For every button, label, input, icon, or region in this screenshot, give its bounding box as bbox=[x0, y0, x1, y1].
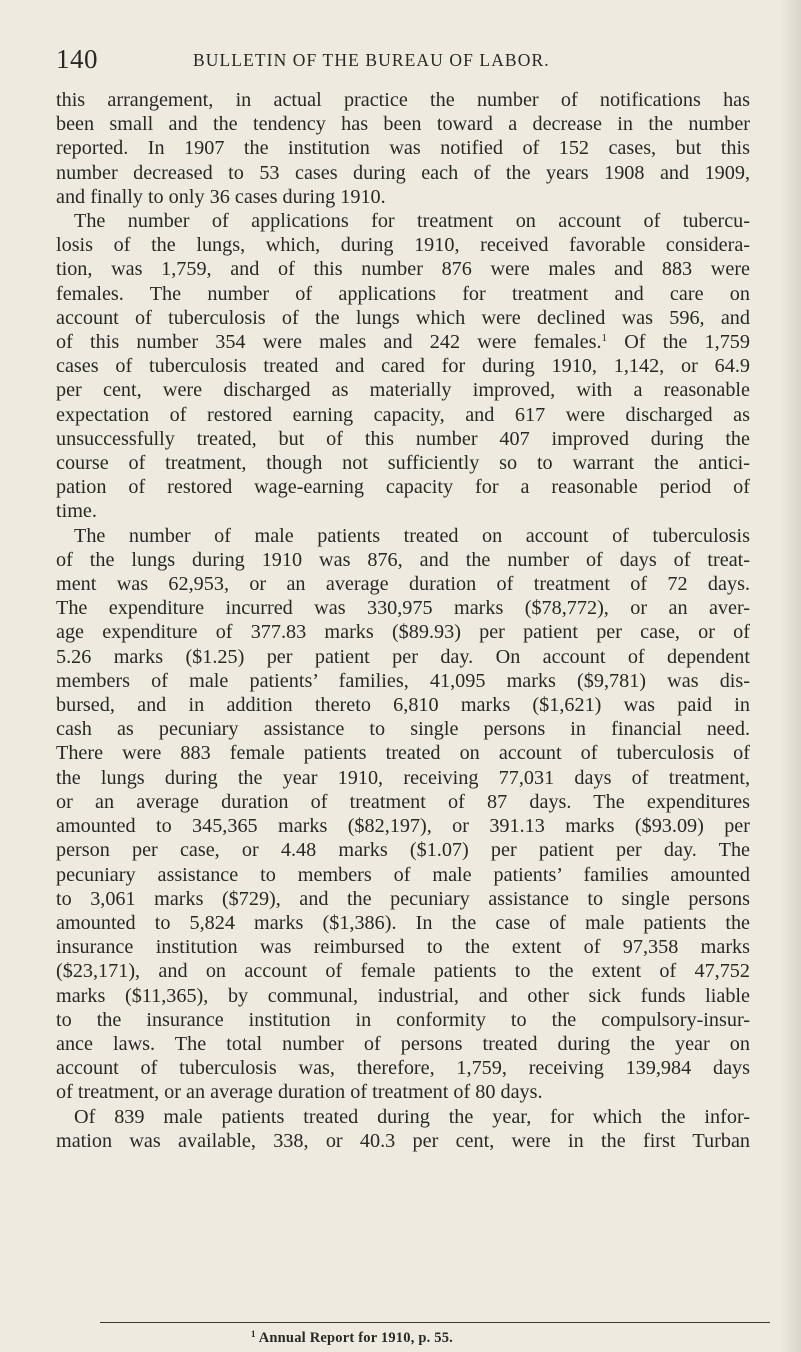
text-line: 5.26 marks ($1.25) per patient per day. On account of dependent bbox=[56, 645, 750, 668]
text-line: amounted to 345,365 marks ($82,197), or 391.13 marks ($93.09) per bbox=[56, 815, 750, 838]
footnote-reference: 1 bbox=[601, 332, 608, 345]
text-line: ance laws. The total number of persons treated during the year on bbox=[56, 1032, 750, 1055]
text-line: cash as pecuniary assistance to single persons in financial need. bbox=[56, 718, 750, 741]
text-line: this arrangement, in actual practice the number of notifications has bbox=[56, 89, 750, 111]
text-line: The expenditure incurred was 330,975 marks ($78,772), or an aver- bbox=[56, 597, 750, 620]
body-text bbox=[56, 88, 750, 1153]
text-line-with-footnote bbox=[56, 330, 750, 354]
text-segment: Of the 1,759 bbox=[607, 331, 750, 354]
text-line: cases of tuberculosis treated and cared for during 1910, 1,142, or 64.9 bbox=[56, 355, 750, 378]
text-line: reported. In 1907 the institution was notified of 152 cases, but this bbox=[56, 137, 750, 160]
text-line: pation of restored wage-earning capacity for a reasonable period of bbox=[56, 476, 750, 499]
page-number: 140 bbox=[56, 44, 98, 74]
text-line: tion, was 1,759, and of this number 876 were males and 883 were bbox=[56, 258, 750, 281]
text-line: to the insurance institution in conformity to the compulsory-insur- bbox=[56, 1008, 750, 1031]
text-line: ment was 62,953, or an average duration of treatment of 72 days. bbox=[56, 573, 750, 596]
text-line: The number of applications for treatment on account of tubercu- bbox=[74, 210, 750, 233]
footnote-marker: 1 bbox=[251, 1329, 256, 1339]
running-head bbox=[56, 44, 736, 74]
text-line: person per case, or 4.48 marks ($1.07) per patient per day. The bbox=[56, 839, 750, 862]
text-line: to 3,061 marks ($729), and the pecuniary assistance to single persons bbox=[56, 887, 750, 910]
text-line: of treatment, or an average duration of treatment of 80 days. bbox=[56, 1081, 543, 1104]
footnote-divider bbox=[100, 1322, 770, 1323]
text-line: and finally to only 36 cases during 1910. bbox=[56, 185, 386, 208]
text-line: losis of the lungs, which, during 1910, received favorable considera- bbox=[56, 234, 750, 257]
text-line: of the lungs during 1910 was 876, and the number of days of treat- bbox=[56, 548, 750, 571]
text-line: insurance institution was reimbursed to the extent of 97,358 marks bbox=[56, 936, 750, 959]
text-line: pecuniary assistance to members of male patients’ families amounted bbox=[56, 863, 750, 886]
text-line: age expenditure of 377.83 marks ($89.93) per patient per case, or of bbox=[56, 621, 750, 644]
text-line: members of male patients’ families, 41,095 marks ($9,781) was dis- bbox=[56, 669, 750, 692]
text-line: ($23,171), and on account of female patients to the extent of 47,752 bbox=[56, 960, 750, 983]
text-line: number decreased to 53 cases during each of the years 1908 and 1909, bbox=[56, 161, 750, 184]
text-line: unsuccessfully treated, but of this number 407 improved during the bbox=[56, 427, 750, 450]
text-line: account of tuberculosis of the lungs which were declined was 596, and bbox=[56, 306, 750, 329]
text-line: course of treatment, though not sufficiently so to warrant the antici- bbox=[56, 452, 750, 475]
text-line: time. bbox=[56, 500, 97, 523]
footnote bbox=[251, 1329, 453, 1347]
text-line: mation was available, 338, or 40.3 per cent, were in the first Turban bbox=[56, 1129, 750, 1152]
text-line: amounted to 5,824 marks ($1,386). In the case of male patients the bbox=[56, 911, 750, 934]
text-line: bursed, and in addition thereto 6,810 marks ($1,621) was paid in bbox=[56, 694, 750, 717]
text-line: account of tuberculosis was, therefore, 1,759, receiving 139,984 days bbox=[56, 1057, 750, 1080]
text-line: There were 883 female patients treated on account of tuberculosis of bbox=[56, 742, 750, 765]
text-line: the lungs during the year 1910, receiving 77,031 days of treatment, bbox=[56, 766, 750, 789]
text-line: or an average duration of treatment of 87 days. The expenditures bbox=[56, 790, 750, 813]
text-line: marks ($11,365), by communal, industrial, and other sick funds liable bbox=[56, 984, 750, 1007]
text-line: females. The number of applications for treatment and care on bbox=[56, 282, 750, 305]
page-edge-shading bbox=[779, 0, 801, 1352]
text-line: per cent, were discharged as materially improved, with a reasonable bbox=[56, 379, 750, 402]
text-line: expectation of restored earning capacity, and 617 were discharged as bbox=[56, 403, 750, 426]
text-line: Of 839 male patients treated during the year, for which the infor- bbox=[74, 1105, 750, 1128]
text-line: The number of male patients treated on account of tuberculosis bbox=[74, 524, 750, 547]
text-segment: of this number 354 were males and 242 were females. bbox=[56, 331, 602, 354]
running-title: BULLETIN OF THE BUREAU OF LABOR. bbox=[193, 50, 550, 70]
footnote-text: Annual Report for 1910, p. 55. bbox=[258, 1330, 453, 1346]
text-line: been small and the tendency has been toward a decrease in the number bbox=[56, 113, 750, 136]
